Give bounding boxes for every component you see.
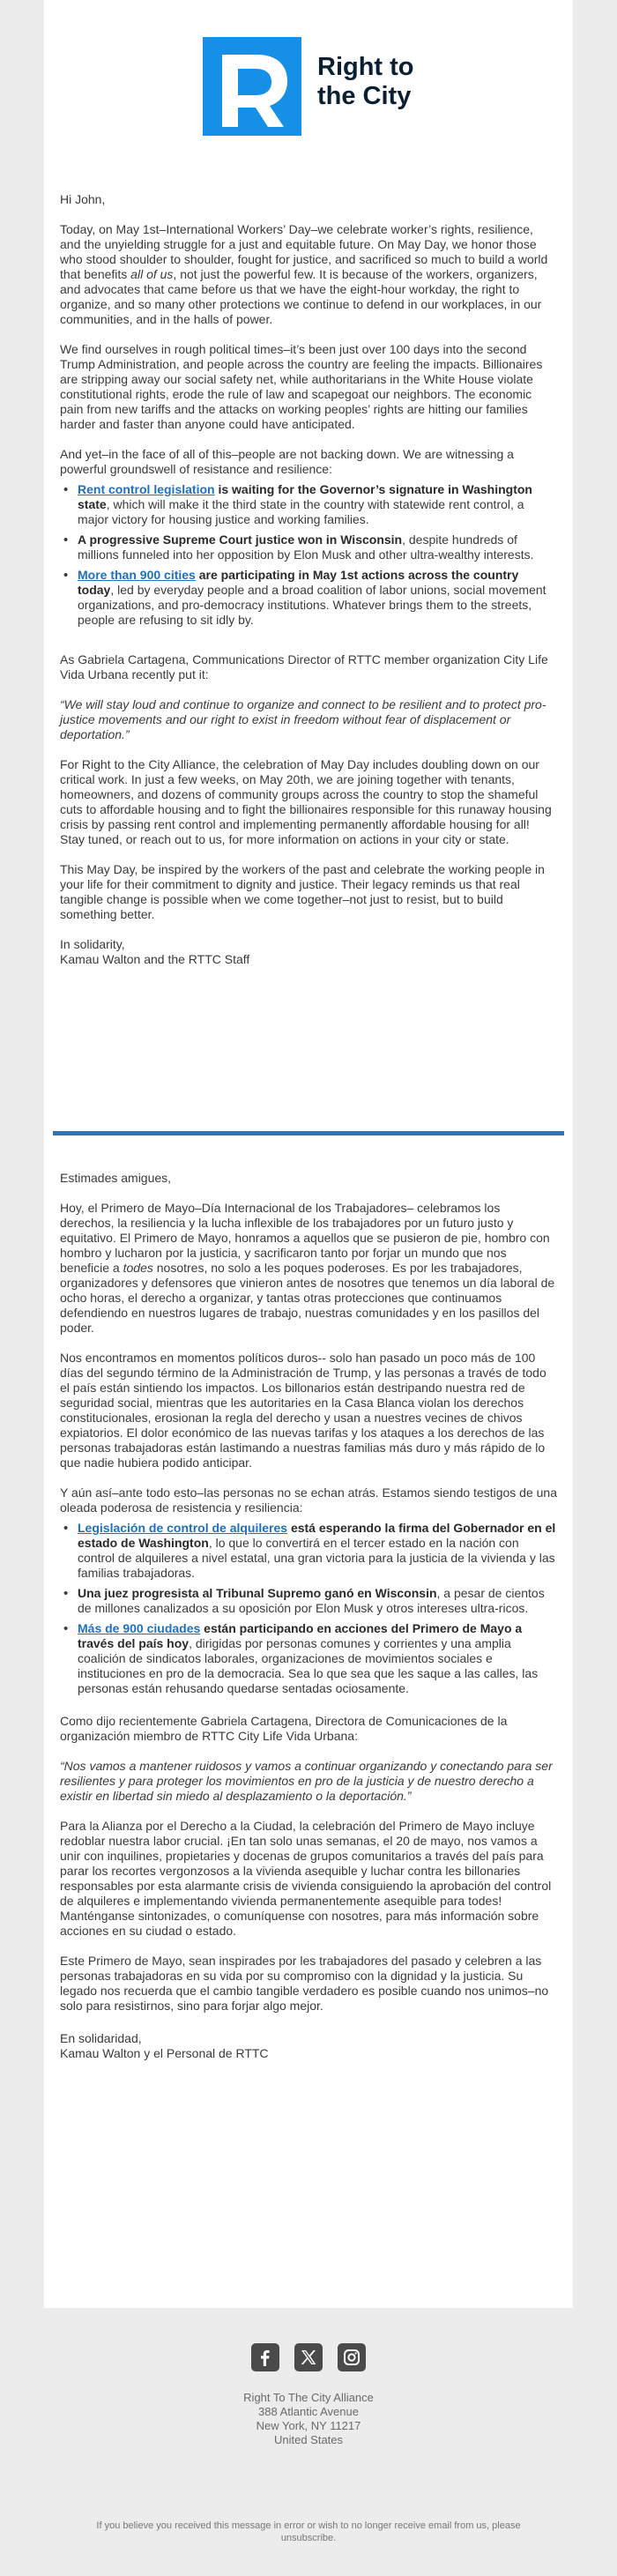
paragraph-1-b: , not just the powerful few. It is because of the workers, organizers, and advocates that came before us that we have the eight-hour workday, the right to organize, and so many other protections we continue to defend in our workplaces, in our communities, and in the halls of power. bbox=[60, 267, 542, 326]
spanish-section bbox=[60, 1171, 557, 2076]
list-item-bold: están participando en acciones del Primero de Mayo a través del país hoy bbox=[78, 1621, 523, 1650]
paragraph-1-a: Hoy, el Primero de Mayo–Día Internacional de los Trabajadores– celebramos los derechos, la resiliencia y la lucha inflexible de los trabajadores por un futuro justo y equitativo. El Primero de Mayo, honramos a aquellos que se pusieron de pie, hombro con hombro y lucharon por la justicia, y sacrificaron tanto por forjar un mundo que nos beneficie a bbox=[60, 1201, 550, 1275]
language-divider bbox=[53, 1131, 564, 1135]
highlights-list bbox=[60, 1521, 557, 1696]
paragraph-5: Para la Alianza por el Derecho a la Ciudad, la celebración del Primero de Mayo incluye redoblar nuestra labor crucial. ¡En tan solo unas semanas, el 20 de mayo, nos vamos a unir con inquilines, propietaries y docenas de grupos comunitarios a través del país para parar los recortes vergonzosos a la vivienda asequible y luchar contra les billonaries responsables por esta alarmante crisis de vivienda consiguiendo la aprobación del control de alquileres e implementando vivienda permanentemente asequible para todes! Manténganse sintonizades, o comuníquense con nosotres, para más información sobre acciones en su ciudad o estado. bbox=[60, 1819, 552, 1938]
list-item bbox=[60, 568, 557, 628]
list-item-text: , led by everyday people and a broad coalition of labor unions, social movement organizations, and pro-democracy institutions. Whatever brings them to the streets, people are refusing to sit idly by. bbox=[78, 583, 546, 627]
signature: Kamau Walton y el Personal de RTTC bbox=[60, 2046, 269, 2060]
paragraph-1 bbox=[60, 1201, 557, 1336]
list-item bbox=[60, 1586, 557, 1616]
list-item-text: , lo que lo convertirá en el tercer estado en la nación con control de alquileres a nivel estatal, una gran victoria para la justicia de la vivienda y las familias trabajadoras. bbox=[78, 1536, 555, 1580]
logo-r-mark-icon bbox=[203, 37, 301, 136]
list-item-bold: Una juez progresista al Tribunal Supremo ganó en Wisconsin bbox=[78, 1586, 437, 1600]
country: United States bbox=[273, 2433, 344, 2446]
street-address: 388 Atlantic Avenue bbox=[258, 2405, 359, 2418]
quote: “We will stay loud and continue to organize and connect to be resilient and to protect pro-justice movements and our right to exist in freedom without fear of displacement or deportation.” bbox=[60, 697, 546, 741]
highlights-list bbox=[60, 482, 557, 628]
signoff: En solidaridad, bbox=[60, 2031, 142, 2045]
city-address: New York, NY 11217 bbox=[256, 2419, 361, 2432]
list-item-text: , which will make it the third state in the country with statewide rent control, a major victory for housing justice and working families. bbox=[78, 497, 524, 526]
org-name: Right To The City Alliance bbox=[243, 2391, 374, 2404]
paragraph-3: Y aún así–ante todo esto–las personas no se echan atrás. Estamos siendo testigos de una oleada poderosa de resistencia y resiliencia: bbox=[60, 1485, 558, 1515]
quote: “Nos vamos a mantener ruidosos y vamos a continuar organizando y conectando para ser resilientes y para proteger los movimientos en pro de la justicia y de nuestro derecho a existir en libertad sin miedo al desplazamiento o la deportación.” bbox=[60, 1759, 553, 1803]
list-item-bold: está esperando la firma del Gobernador en el estado de Washington bbox=[78, 1521, 556, 1550]
instagram-icon[interactable] bbox=[338, 2343, 366, 2371]
logo-line-2: the City bbox=[317, 82, 412, 110]
paragraph-2: Nos encontramos en momentos políticos duros-- solo han pasado un poco más de 100 días del segundo término de la Administración de Trump, y las personas a través de todo el país están sintiendo los impactos. Los billonarios están destripando nuestra red de seguridad social, mientras que les autoritaries en la Casa Blanca violan los derechos constitucionales, erosionan la regla del derecho y usan a nuestres vecines de chivos expiatorios. El dolor económico de las nuevas tarifas y los ataques a los derechos de las personas trabajadoras están lastimando a nuestras familias más duro y más rápido de lo que nadie hubiera podido anticipar. bbox=[60, 1351, 546, 1470]
facebook-icon[interactable] bbox=[251, 2343, 279, 2371]
x-icon[interactable] bbox=[294, 2343, 323, 2371]
paragraph-2: We find ourselves in rough political times–it’s been just over 100 days into the second Trump Administration, and people across the country are feeling the impacts. Billionaires are stripping away our social safety net, while authoritarians in the White House violate constitutional rights, erode the rule of law and scapegoat our neighbors. The economic pain from new tariffs and the attacks on working peoples’ rights are hitting our families harder and faster than anyone could have anticipated. bbox=[60, 342, 543, 431]
signature: Kamau Walton and the RTTC Staff bbox=[60, 952, 250, 966]
paragraph-1-emphasis: all of us bbox=[130, 267, 174, 281]
mailing-address bbox=[0, 2391, 617, 2447]
signoff: In solidarity, bbox=[60, 937, 125, 951]
english-section bbox=[60, 192, 557, 982]
paragraph-1 bbox=[60, 222, 557, 327]
list-item-text: , dirigidas por personas comunes y corrientes y una amplia coalición de sindicatos laborales, organizaciones de movimientos sociales e instituciones en pro de la democracia. Sea lo que sea que les saque a las calles, las personas están rehusando quedarse sentadas ociosamente. bbox=[78, 1636, 539, 1695]
list-item bbox=[60, 1521, 557, 1581]
cities-link[interactable]: More than 900 cities bbox=[78, 568, 196, 582]
list-item-text: , a pesar de cientos de millones canalizados a su oposición por Elon Musk y otros intereses ultra-ricos. bbox=[78, 1586, 545, 1615]
paragraph-4: Como dijo recientemente Gabriela Cartagena, Directora de Comunicaciones de la organización miembro de RTTC City Life Vida Urbana: bbox=[60, 1714, 508, 1743]
paragraph-3: And yet–in the face of all of this–people are not backing down. We are witnessing a powerful groundswell of resistance and resilience: bbox=[60, 447, 514, 476]
logo-line-1: Right to bbox=[317, 53, 414, 81]
rttc-logo[interactable] bbox=[203, 37, 423, 136]
email-card bbox=[44, 0, 573, 2308]
rent-control-link[interactable]: Legislación de control de alquileres bbox=[78, 1521, 288, 1535]
paragraph-6: This May Day, be inspired by the workers of the past and celebrate the working people in your life for their commitment to dignity and justice. Their legacy reminds us that real tangible change is possible when we come together–not just to resist, but to build something better. bbox=[60, 862, 545, 921]
greeting: Hi John, bbox=[60, 192, 106, 206]
list-item-bold: is waiting for the Governor’s signature in Washington state bbox=[78, 482, 532, 511]
paragraph-1-b: nosotres, no solo a les poques poderoses. Es por les trabajadores, organizadores y defensores que vinieron antes de nosotres que tenemos un día laboral de ocho horas, el derecho a organizar, y tantas otras protecciones que continuamos defendiendo en nuestros lugares de trabajo, nuestras comunidades y en los pasillos del poder. bbox=[60, 1261, 555, 1335]
list-item bbox=[60, 532, 557, 562]
paragraph-1-a: Today, on May 1st–International Workers’ Day–we celebrate worker’s rights, resilience, and the unyielding struggle for a just and equitable future. On May Day, we honor those who stood shoulder to shoulder, fought for justice, and sacrificed so much to build a world that benefits bbox=[60, 222, 548, 281]
cities-link[interactable]: Más de 900 ciudades bbox=[78, 1621, 201, 1635]
social-links bbox=[251, 2343, 366, 2373]
list-item bbox=[60, 482, 557, 527]
list-item-bold: A progressive Supreme Court justice won in Wisconsin bbox=[78, 532, 403, 547]
list-item-bold: are participating in May 1st actions across the country today bbox=[78, 568, 519, 597]
paragraph-6: Este Primero de Mayo, sean inspirades por les trabajadores del pasado y celebren a las personas trabajadoras en su vida por su compromiso con la dignidad y la justicia. Su legado nos recuerda que el cambio tangible verdadero es posible cuando nos unimos–no solo para resistirnos, sino para forjar algo mejor. bbox=[60, 1954, 549, 2013]
paragraph-4: As Gabriela Cartagena, Communications Director of RTTC member organization City Life Vida Urbana recently put it: bbox=[60, 652, 548, 681]
list-item-text: , despite hundreds of millions funneled into her opposition by Elon Musk and other ultra-wealthy interests. bbox=[78, 532, 534, 562]
paragraph-1-emphasis: todes bbox=[123, 1261, 153, 1275]
list-item bbox=[60, 1621, 557, 1696]
greeting: Estimades amigues, bbox=[60, 1171, 172, 1185]
logo-wordmark bbox=[317, 53, 414, 111]
unsubscribe-notice[interactable]: If you believe you received this message in error or wish to no longer receive email from us, please unsubscribe. bbox=[96, 2520, 521, 2543]
rent-control-link[interactable]: Rent control legislation bbox=[78, 482, 215, 496]
paragraph-5: For Right to the City Alliance, the celebration of May Day includes doubling down on our critical work. In just a few weeks, on May 20th, we are joining together with tenants, homeowners, and dozens of community groups across the country to stop the shameful cuts to affordable housing and to fight the billionaires responsible for this runaway housing crisis by passing rent control and implementing permanently affordable housing for all! Stay tuned, or reach out to us, for more information on actions in your city or state. bbox=[60, 757, 552, 846]
